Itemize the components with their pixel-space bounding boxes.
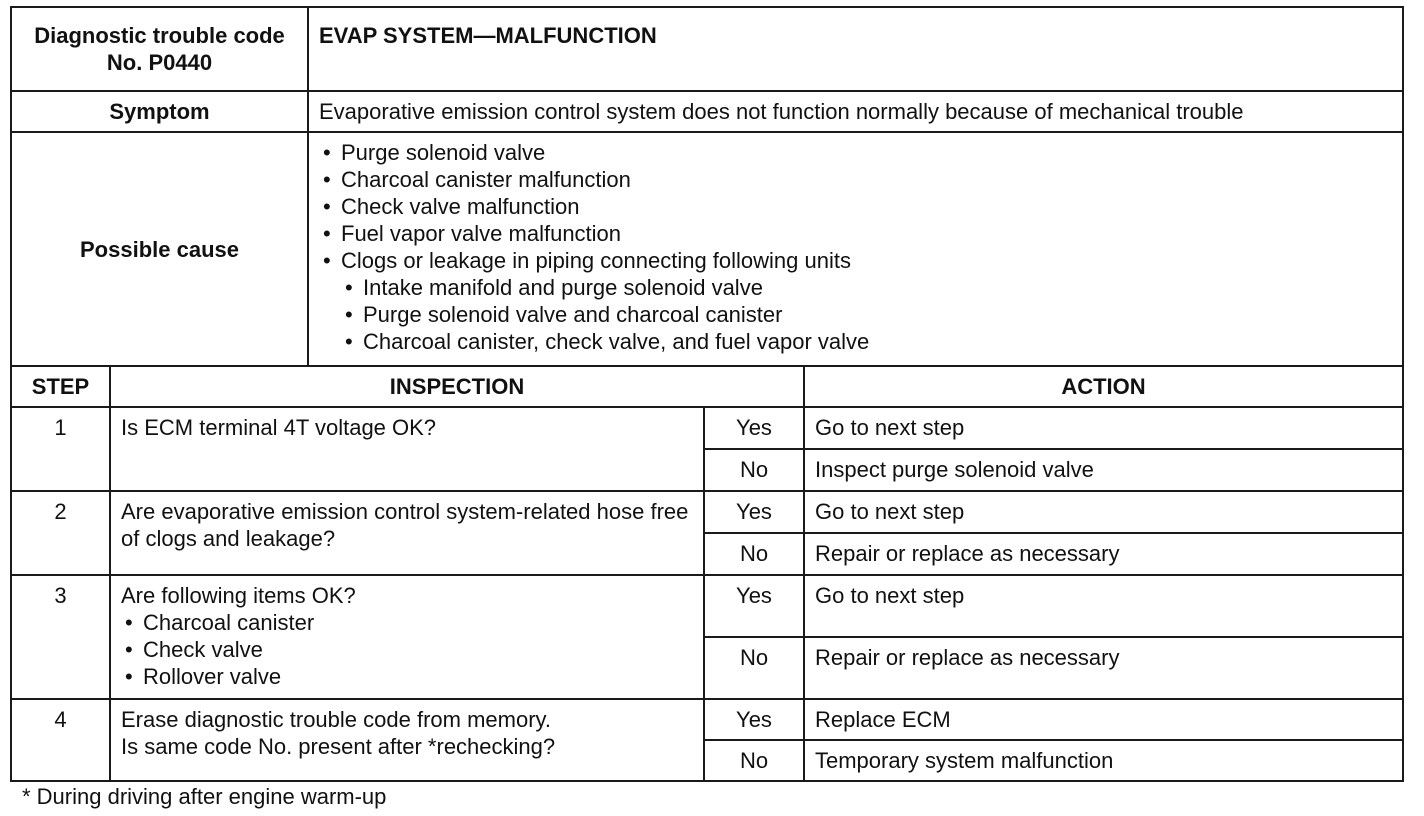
no-label: No: [704, 533, 804, 575]
no-action: Repair or replace as necessary: [804, 533, 1403, 575]
cause-item: • Check valve malfunction: [319, 193, 1392, 220]
step-row: [11, 407, 1403, 449]
possible-cause-row: [11, 132, 1403, 366]
step-number: 1: [11, 407, 110, 491]
symptom-row: [11, 91, 1403, 132]
step-number: 3: [11, 575, 110, 699]
yes-action: Go to next step: [804, 575, 1403, 637]
dtc-row: [11, 7, 1403, 91]
step-row: [11, 491, 1403, 533]
cause-subitem: • Purge solenoid valve and charcoal canister: [341, 301, 1392, 328]
diagnostic-table-wrapper: [10, 6, 1402, 782]
no-label: No: [704, 449, 804, 491]
possible-cause-list: [308, 132, 1403, 366]
yes-action: Go to next step: [804, 491, 1403, 533]
step-row: [11, 699, 1403, 740]
step-question: Are evaporative emission control system-related hose free of clogs and leakage?: [110, 491, 704, 575]
cause-subitem: • Intake manifold and purge solenoid valve: [341, 274, 1392, 301]
step-item: • Charcoal canister: [121, 609, 693, 636]
step-question: Is ECM terminal 4T voltage OK?: [110, 407, 704, 491]
yes-action: Replace ECM: [804, 699, 1403, 740]
step-number: 2: [11, 491, 110, 575]
action-column-header: ACTION: [804, 366, 1403, 407]
no-action: Repair or replace as necessary: [804, 637, 1403, 699]
inspection-column-header: INSPECTION: [110, 366, 804, 407]
cause-subitem: • Charcoal canister, check valve, and fuel vapor valve: [341, 328, 1392, 355]
possible-cause-label: Possible cause: [11, 132, 308, 366]
yes-label: Yes: [704, 699, 804, 740]
no-label: No: [704, 637, 804, 699]
step-question: Are following items OK?: [121, 583, 356, 608]
step-item: • Rollover valve: [121, 663, 693, 690]
dtc-title: EVAP SYSTEM—MALFUNCTION: [308, 7, 1403, 91]
no-action: Inspect purge solenoid valve: [804, 449, 1403, 491]
yes-action: Go to next step: [804, 407, 1403, 449]
step-question-block: [110, 699, 704, 781]
yes-label: Yes: [704, 575, 804, 637]
footnote: * During driving after engine warm-up: [22, 784, 387, 809]
symptom-text: Evaporative emission control system does not function normally because of mechanical trouble: [308, 91, 1403, 132]
column-header-row: [11, 366, 1403, 407]
dtc-label: Diagnostic trouble code No. P0440: [11, 7, 308, 91]
cause-item: • Fuel vapor valve malfunction: [319, 220, 1392, 247]
step-question-line: Is same code No. present after *rechecking?: [121, 734, 556, 759]
cause-item: • Purge solenoid valve: [319, 139, 1392, 166]
no-label: No: [704, 740, 804, 781]
step-item: • Check valve: [121, 636, 693, 663]
step-question-block: [110, 575, 704, 699]
yes-label: Yes: [704, 407, 804, 449]
step-question-line: Erase diagnostic trouble code from memory.: [121, 707, 551, 732]
step-column-header: STEP: [11, 366, 110, 407]
yes-label: Yes: [704, 491, 804, 533]
step-row: [11, 575, 1403, 637]
symptom-label: Symptom: [11, 91, 308, 132]
no-action: Temporary system malfunction: [804, 740, 1403, 781]
step-number: 4: [11, 699, 110, 781]
diagnostic-table: [10, 6, 1404, 782]
cause-item: • Clogs or leakage in piping connecting following units: [319, 247, 1392, 274]
cause-item: • Charcoal canister malfunction: [319, 166, 1392, 193]
